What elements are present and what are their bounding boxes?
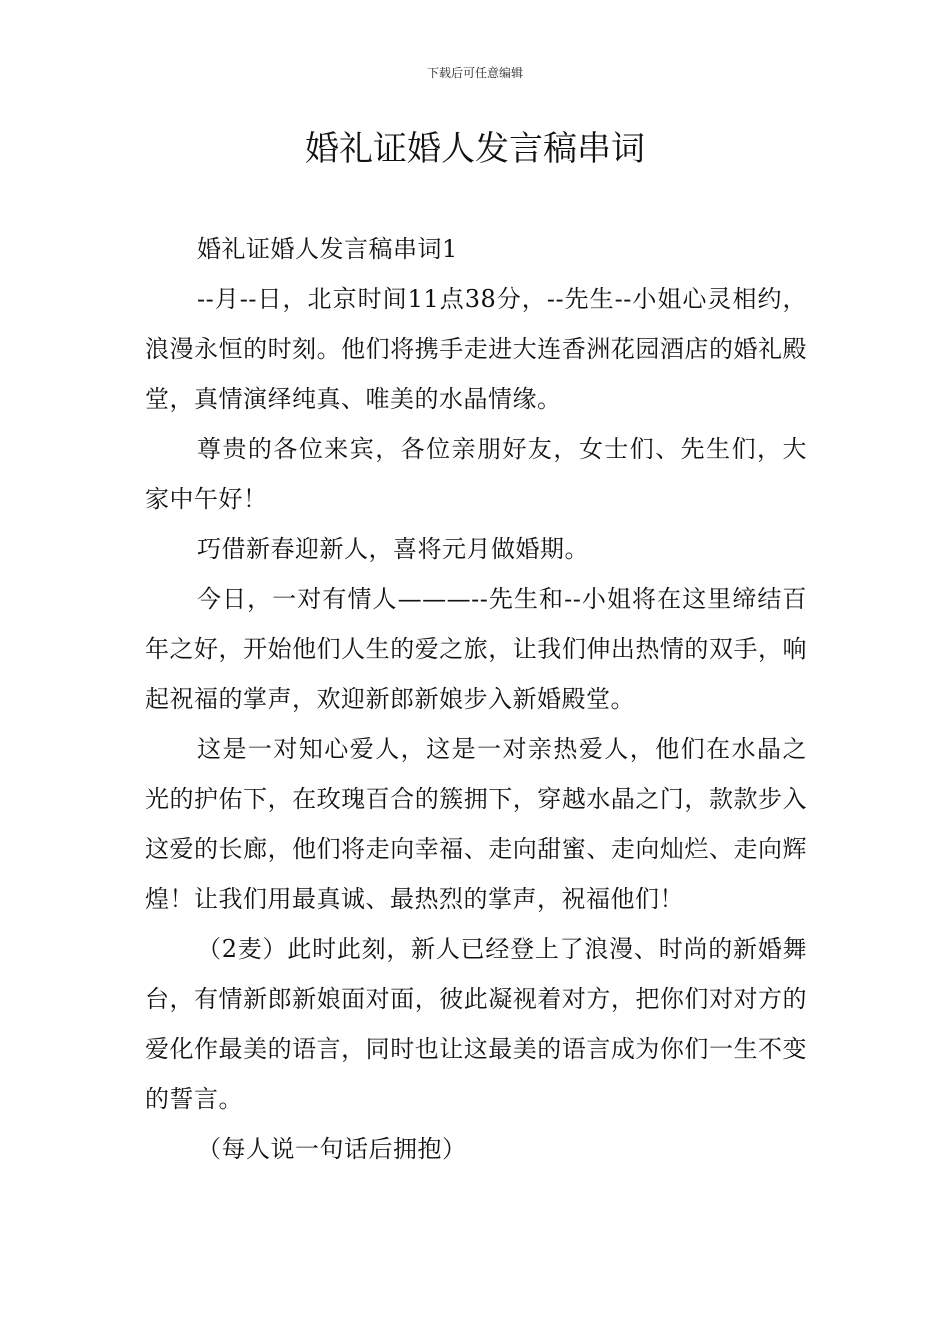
paragraph: 巧借新春迎新人，喜将元月做婚期。 bbox=[197, 535, 589, 563]
paragraph: 尊贵的各位来宾，各位亲朋好友，女士们、先生们，大家中午好！ bbox=[145, 435, 807, 513]
document-body bbox=[145, 224, 807, 1174]
paragraph-subtitle: 婚礼证婚人发言稿串词1 bbox=[197, 235, 458, 263]
paragraph: （每人说一句话后拥抱） bbox=[197, 1135, 467, 1163]
paragraph: （2麦）此时此刻，新人已经登上了浪漫、时尚的新婚舞台，有情新郎新娘面对面，彼此凝视着对方，把你们对对方的爱化作最美的语言，同时也让这最美的语言成为你们一生不变的誓言。 bbox=[145, 935, 807, 1113]
paragraph: 今日，一对有情人———--先生和--小姐将在这里缔结百年之好，开始他们人生的爱之旅，让我们伸出热情的双手，响起祝福的掌声，欢迎新郎新娘步入新婚殿堂。 bbox=[145, 585, 807, 713]
header-note: 下载后可任意编辑 bbox=[426, 66, 523, 80]
paragraph: --月--日，北京时间11点38分，--先生--小姐心灵相约，浪漫永恒的时刻。他们将携手走进大连香洲花园酒店的婚礼殿堂，真情演绎纯真、唯美的水晶情缘。 bbox=[145, 285, 807, 413]
paragraph: 这是一对知心爱人，这是一对亲热爱人，他们在水晶之光的护佑下，在玫瑰百合的簇拥下，穿越水晶之门，款款步入这爱的长廊，他们将走向幸福、走向甜蜜、走向灿烂、走向辉煌！让我们用最真诚、最热烈的掌声，祝福他们！ bbox=[145, 735, 807, 913]
document-title: 婚礼证婚人发言稿串词 bbox=[305, 129, 645, 169]
